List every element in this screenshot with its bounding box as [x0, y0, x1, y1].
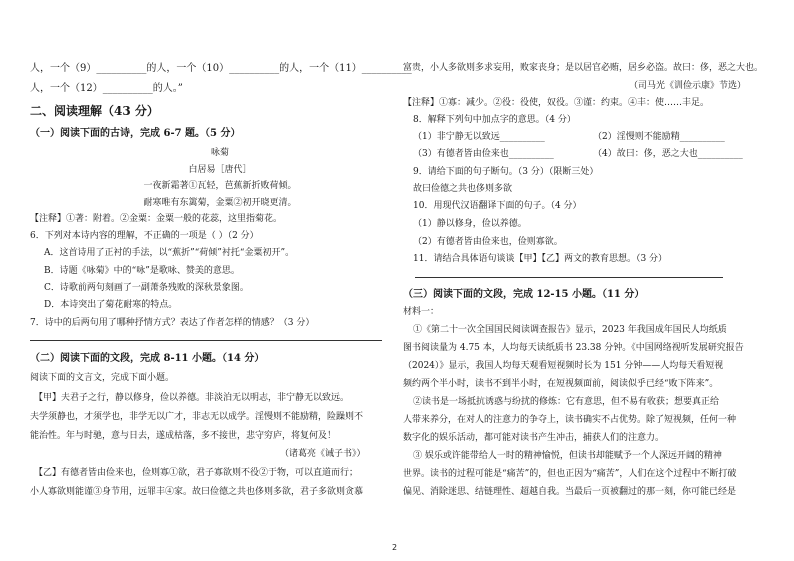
material-p2-line-2: 人带来养分，在对人的注意力的争夺上，读书确实不占优势。除了短视频，任何一种 [403, 415, 737, 425]
question-8: 8．解释下列句中加点字的意思。（4 分） [413, 115, 576, 125]
material-p1-line-3: （2024）》显示，我国人均每天观看短视频时长为 151 分钟——人均每天看短视 [403, 361, 724, 371]
question-10: 10．用现代汉语翻译下面的句子。（4 分） [413, 201, 582, 211]
question-6: 6．下列对本诗内容的理解，不正确的一项是（ ）（2 分） [30, 231, 259, 241]
q10-sentence-2: （2）有德者皆由俭来也，俭则寡欲。 [413, 237, 563, 247]
q8-item-3: （3）有德者皆由俭来也__________ [413, 149, 554, 159]
material-p1-line-2: 图书阅读量为 4.75 本，人均每天读纸质书 23.38 分钟。《中国网络视听发展研究报告 [403, 343, 744, 353]
poem-line-2: 耐寒唯有东篱菊，金粟②初开晓更清。 [143, 198, 297, 208]
question-7: 7．诗中的后两句用了哪种抒情方式？表达了作者怎样的情感？（3 分） [30, 318, 315, 328]
material-label: 材料一： [403, 307, 440, 317]
q8-item-1: （1）非宁静无以致远__________ [413, 132, 545, 142]
q10-sentence-1: （1）静以修身，俭以养德。 [413, 219, 527, 229]
poem-line-1: 一夜新霜著①瓦轻，芭蕉新折败荷倾。 [143, 181, 297, 191]
q8-item-4: （4）故曰：侈，恶之大也__________ [593, 149, 743, 159]
poem-note: 【注释】①著：附着。②金粟：金粟一般的花蕊，这里指菊花。 [30, 214, 283, 224]
part2-intro: 阅读下面的文言文，完成下面小题。 [30, 373, 175, 383]
passage-jia-line-1: 【甲】夫君子之行，静以修身，俭以养德。非淡泊无以明志，非宁静无以致远。 [34, 393, 350, 403]
passage-yi-source: （司马光《训俭示康》节选） [629, 81, 747, 91]
passage-yi-line-3: 富贵，小人多欲则多求妄用，败家丧身；是以居官必贿，居乡必盗。故曰：侈，恶之大也。 [403, 63, 764, 73]
page-number: 2 [392, 543, 398, 552]
fill-line-1: 人，一个（9）__________的人，一个（10）__________的人，一个（11）__________ [30, 63, 412, 74]
poem-author: 白居易［唐代］ [188, 165, 252, 175]
passage-yi-line-1: 【乙】有德者皆由俭来也，俭则寡①欲，君子寡欲则不役②于物，可以直道而行； [34, 468, 359, 478]
q6-option-c: C．诗歌前两句刻画了一副萧条残败的深秋景象图。 [44, 283, 249, 293]
material-p1-line-4: 频约两个半小时，读书不到半小时，在短视频面前，阅读似乎已经“败下阵来”。 [403, 379, 719, 389]
part3-heading: （三）阅读下面的文段，完成 12-15 小题。（11 分） [403, 289, 645, 300]
section-heading: 二、阅读理解（43 分） [30, 104, 159, 118]
material-p2-line-1: ②读书是一场抵抗诱惑与纷扰的修炼：它有意思，但不易有收获；想要真正给 [413, 397, 720, 407]
q9-sentence: 故曰俭德之共也侈则多欲 [413, 184, 513, 194]
answer-line [415, 277, 723, 278]
q6-option-a: A．这首诗用了正衬的手法，以“蕉折”“荷倾”衬托“金粟初开”。 [44, 248, 295, 258]
part2-heading: （二）阅读下面的文段，完成 8-11 小题。（14 分） [30, 353, 265, 364]
answer-line [30, 340, 382, 341]
material-p3-line-3: 偏见、消除迷思、结链理性、超越自我。当最后一页被翻过的那一刻，你可能已经是 [403, 487, 737, 497]
q6-option-d: D．本诗突出了菊花耐寒的特点。 [44, 300, 178, 310]
question-9: 9．请给下面的句子断句。（3 分）（限断三处） [413, 167, 599, 177]
passage-yi-line-2: 小人寡欲则能谨③身节用，远罪丰④家。故曰俭德之共也侈则多欲，君子多欲则贪慕 [30, 487, 364, 497]
passage-yi-note: 【注释】①寡：减少。②役：役使，奴役。③谨：约束。④丰：使……丰足。 [403, 98, 710, 108]
material-p3-line-1: ③ 娱乐或许能带给人一时的精神愉悦，但读书却能赋予一个人深远开阔的精神 [413, 451, 722, 461]
material-p1-line-1: ①《第二十一次全国国民阅读调查报告》显示，2023 年我国成年国民人均纸质 [413, 325, 727, 335]
poem-title: 咏菊 [210, 148, 229, 158]
passage-jia-line-2: 夫学须静也，才须学也，非学无以广才，非志无以成学。淫慢则不能励精，险躁则不 [30, 412, 364, 422]
passage-jia-source: （诸葛亮《诫子书》） [280, 449, 366, 459]
q6-option-b: B．诗题《咏菊》中的“咏”是歌咏、赞美的意思。 [44, 266, 240, 276]
question-11: 11．请结合具体语句谈谈【甲】【乙】两文的教育思想。（3 分） [413, 254, 668, 264]
material-p3-line-2: 世界。读书的过程可能是“痛苦”的，但也正因为“痛苦”，人们在这个过程中不断打破 [403, 469, 737, 479]
q8-item-2: （2）淫慢则不能励精__________ [593, 132, 725, 142]
right-column [403, 0, 783, 561]
part1-heading: （一）阅读下面的古诗，完成 6-7 题。（5 分） [30, 128, 241, 139]
material-p2-line-3: 数字化的娱乐活动，都可能对读书产生冲击，捕获人们的注意力。 [403, 433, 665, 443]
passage-jia-line-3: 能治性。年与时驰，意与日去，遂成枯落，多不接世，悲守穷庐，将复何及！ [30, 431, 337, 441]
left-column [30, 0, 410, 561]
fill-line-2: 人，一个（12）__________的人。” [30, 83, 183, 94]
